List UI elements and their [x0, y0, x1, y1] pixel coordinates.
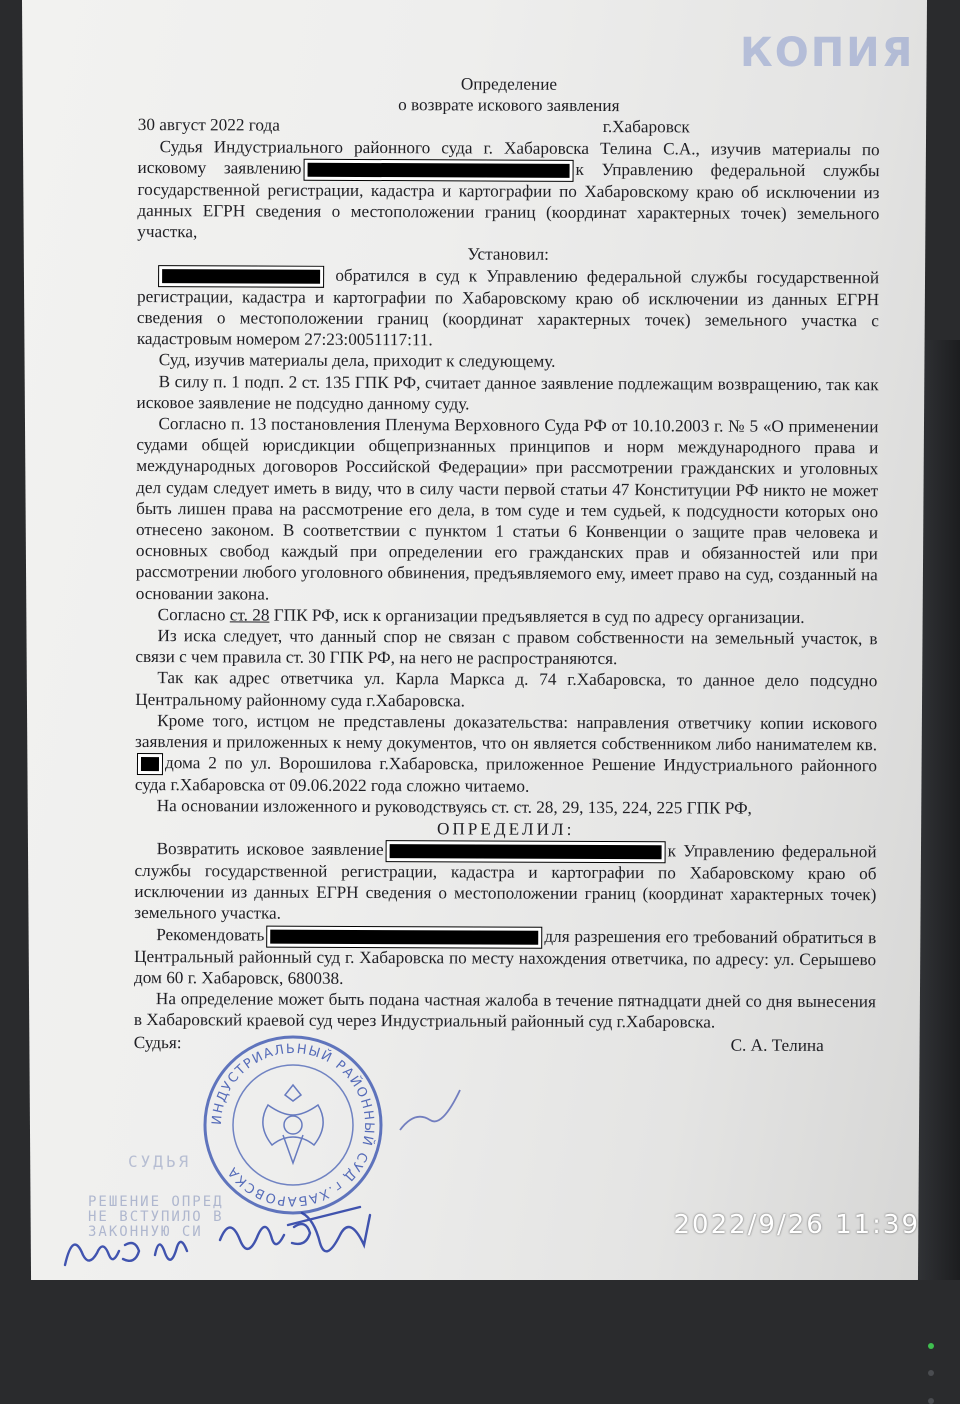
redaction-bar [305, 160, 573, 181]
stamp-line: ЗАКОННУЮ СИ [88, 1224, 203, 1240]
paragraph-text: дома 2 по ул. Ворошилова г.Хабаровска, приложенное Решение Индустриального районного суда г.Хабаровска от 09.06.2022 года сложно читаемо. [134, 753, 878, 796]
seal-text: ИНДУСТРИАЛЬНЫЙ РАЙОННЫЙ СУД г.ХАБАРОВСКА [209, 1041, 377, 1209]
paragraph-text: ГПК РФ, иск к организации предъявляется в суд по адресу организации. [273, 605, 805, 627]
redaction-bar [159, 266, 323, 287]
paragraph-text: Согласно [157, 604, 226, 625]
paragraph-text: Кроме того, истцом не представлены доказательства: направления ответчику копии искового заявления и приложенных к нему документов, что он является собственником либо нанимателем кв. [135, 710, 878, 755]
handwritten-signature-icon [60, 1195, 440, 1280]
court-seal-icon [198, 1030, 388, 1220]
judge-label: Судья: [133, 1033, 182, 1053]
stamp-line: РЕШЕНИЕ ОПРЕД [88, 1194, 224, 1210]
paragraph-article-135: В силу п. 1 подп. 2 ст. 135 ГПК РФ, считает данное заявление подлежащим возвращению, так как исковое заявление не подсудно данному суду. [136, 371, 879, 414]
paragraph-evidence [135, 710, 877, 799]
paragraph-text: к Управлению федеральной службы государственной регистрации, кадастра и картографии по Хабаровскому краю об исключении из данных ЕГРН сведения о местоположении границ (координат характерных точек) земельного участка. [134, 841, 877, 923]
paragraph-claim [137, 264, 879, 353]
paragraph-recommend [134, 923, 876, 991]
paragraph-address: Так как адрес ответчика ул. Карла Маркса д. 74 г.Хабаровска, то данное дело подсудно Центральному районному суда г.Хабаровска. [135, 668, 878, 711]
doc-city: г.Хабаровск [602, 117, 690, 137]
indicator-light [928, 1398, 934, 1404]
photo-timestamp: 2022/9/26 11:39 [673, 1210, 920, 1240]
paragraph-court: Суд, изучив материалы дела, приходит к следующему. [158, 350, 556, 372]
judge-name: С. А. Телина [730, 1035, 824, 1056]
redaction-bar [387, 841, 665, 862]
indicator-light [928, 1370, 934, 1376]
paragraph-plenum: Согласно п. 13 постановления Пленума Верховного Суда РФ от 10.10.2003 г. № 5 «О применении судами общей юрисдикции общепризнанных принципов и норм международного права и международных договоров Российской Федерации» при рассмотрении гражданских и уголовных дел судам следует иметь в виду, что в силу части первой статьи 47 Конституции РФ никто не может быть лишен права на рассмотрение его дела, в том суде и тем судьей, к подсудности которых оно отнесено законом. В соответствии с пунктом 1 статьи 6 Конвенции о защите прав человека и основных свобод каждый при определении его гражданских прав и обязанностей или при рассмотрении любого уголовного обвинения, предъявляемого ему, имеет право на суд, созданный на основании закона. [135, 414, 879, 604]
paragraph-text: для разрешения его требований обратиться в Центральный районный суд г. Хабаровска по месту нахождения ответчика, по адресу: ул. Серышево дом 60 г. Хабаровск, 680038. [134, 926, 877, 988]
signature-stroke-icon [395, 1080, 475, 1140]
paragraph-ownership: Из иска следует, что данный спор не связан с правом собственности на земельный участок, в связи с чем правила ст. 30 ГПК РФ, на него не распространяются. [135, 626, 878, 669]
paragraph-text: Рекомендовать [156, 924, 265, 945]
stamp-line: НЕ ВСТУПИЛО В [88, 1209, 224, 1225]
paragraph-text: Судья Индустриального районного суда г. Хабаровска Телина С.А., изучив материалы по исковому заявлению [137, 136, 880, 178]
paragraph-return [134, 838, 876, 927]
paragraph-basis: На основании изложенного и руководствуясь ст. ст. 28, 29, 135, 224, 225 ГПК РФ, [156, 796, 752, 819]
paragraph-text: обратился в суд к Управлению федеральной службы государственной регистрации, кадастра и картографии по Хабаровскому краю об исключении из данных ЕГРН сведения о местоположении границ (координат характерных точек) земельного участка с кадастровым номером 27:23:0051117:11. [136, 265, 880, 350]
copy-stamp: КОПИЯ [740, 30, 915, 76]
article-link[interactable]: ст. 28 [229, 605, 270, 625]
doc-title: Определение [460, 74, 558, 94]
date-city-row [138, 114, 880, 138]
paragraph-intro [137, 136, 879, 246]
paragraph-appeal: На определение может быть подана частная жалоба в течение пятнадцати дней со дня вынесения в Хабаровский краевой суд через Индустриальный районный суд г.Хабаровска. [133, 989, 876, 1032]
doc-subtitle: о возврате искового заявления [398, 95, 620, 116]
redaction-bar [138, 754, 162, 774]
redaction-bar [267, 926, 541, 947]
heading-decided: ОПРЕДЕЛИЛ: [436, 818, 575, 839]
indicator-light [928, 1343, 934, 1349]
heading-established: Установил: [467, 244, 550, 265]
doc-date: 30 август 2022 года [137, 115, 280, 136]
court-stamp-label: СУДЬЯ [128, 1152, 192, 1171]
paragraph-text: Возвратить исковое заявление [156, 838, 384, 859]
svg-text:ИНДУСТРИАЛЬНЫЙ РАЙОННЫЙ СУД г. [210, 1042, 376, 1208]
court-ruling-document [134, 72, 880, 1057]
paragraph-text: к Управлению федеральной службы государственной регистрации, кадастра и картографии по Хабаровскому краю об исключении из данных ЕГРН сведения о местоположении границ (координат характерных точек) земельного участка, [137, 159, 880, 242]
